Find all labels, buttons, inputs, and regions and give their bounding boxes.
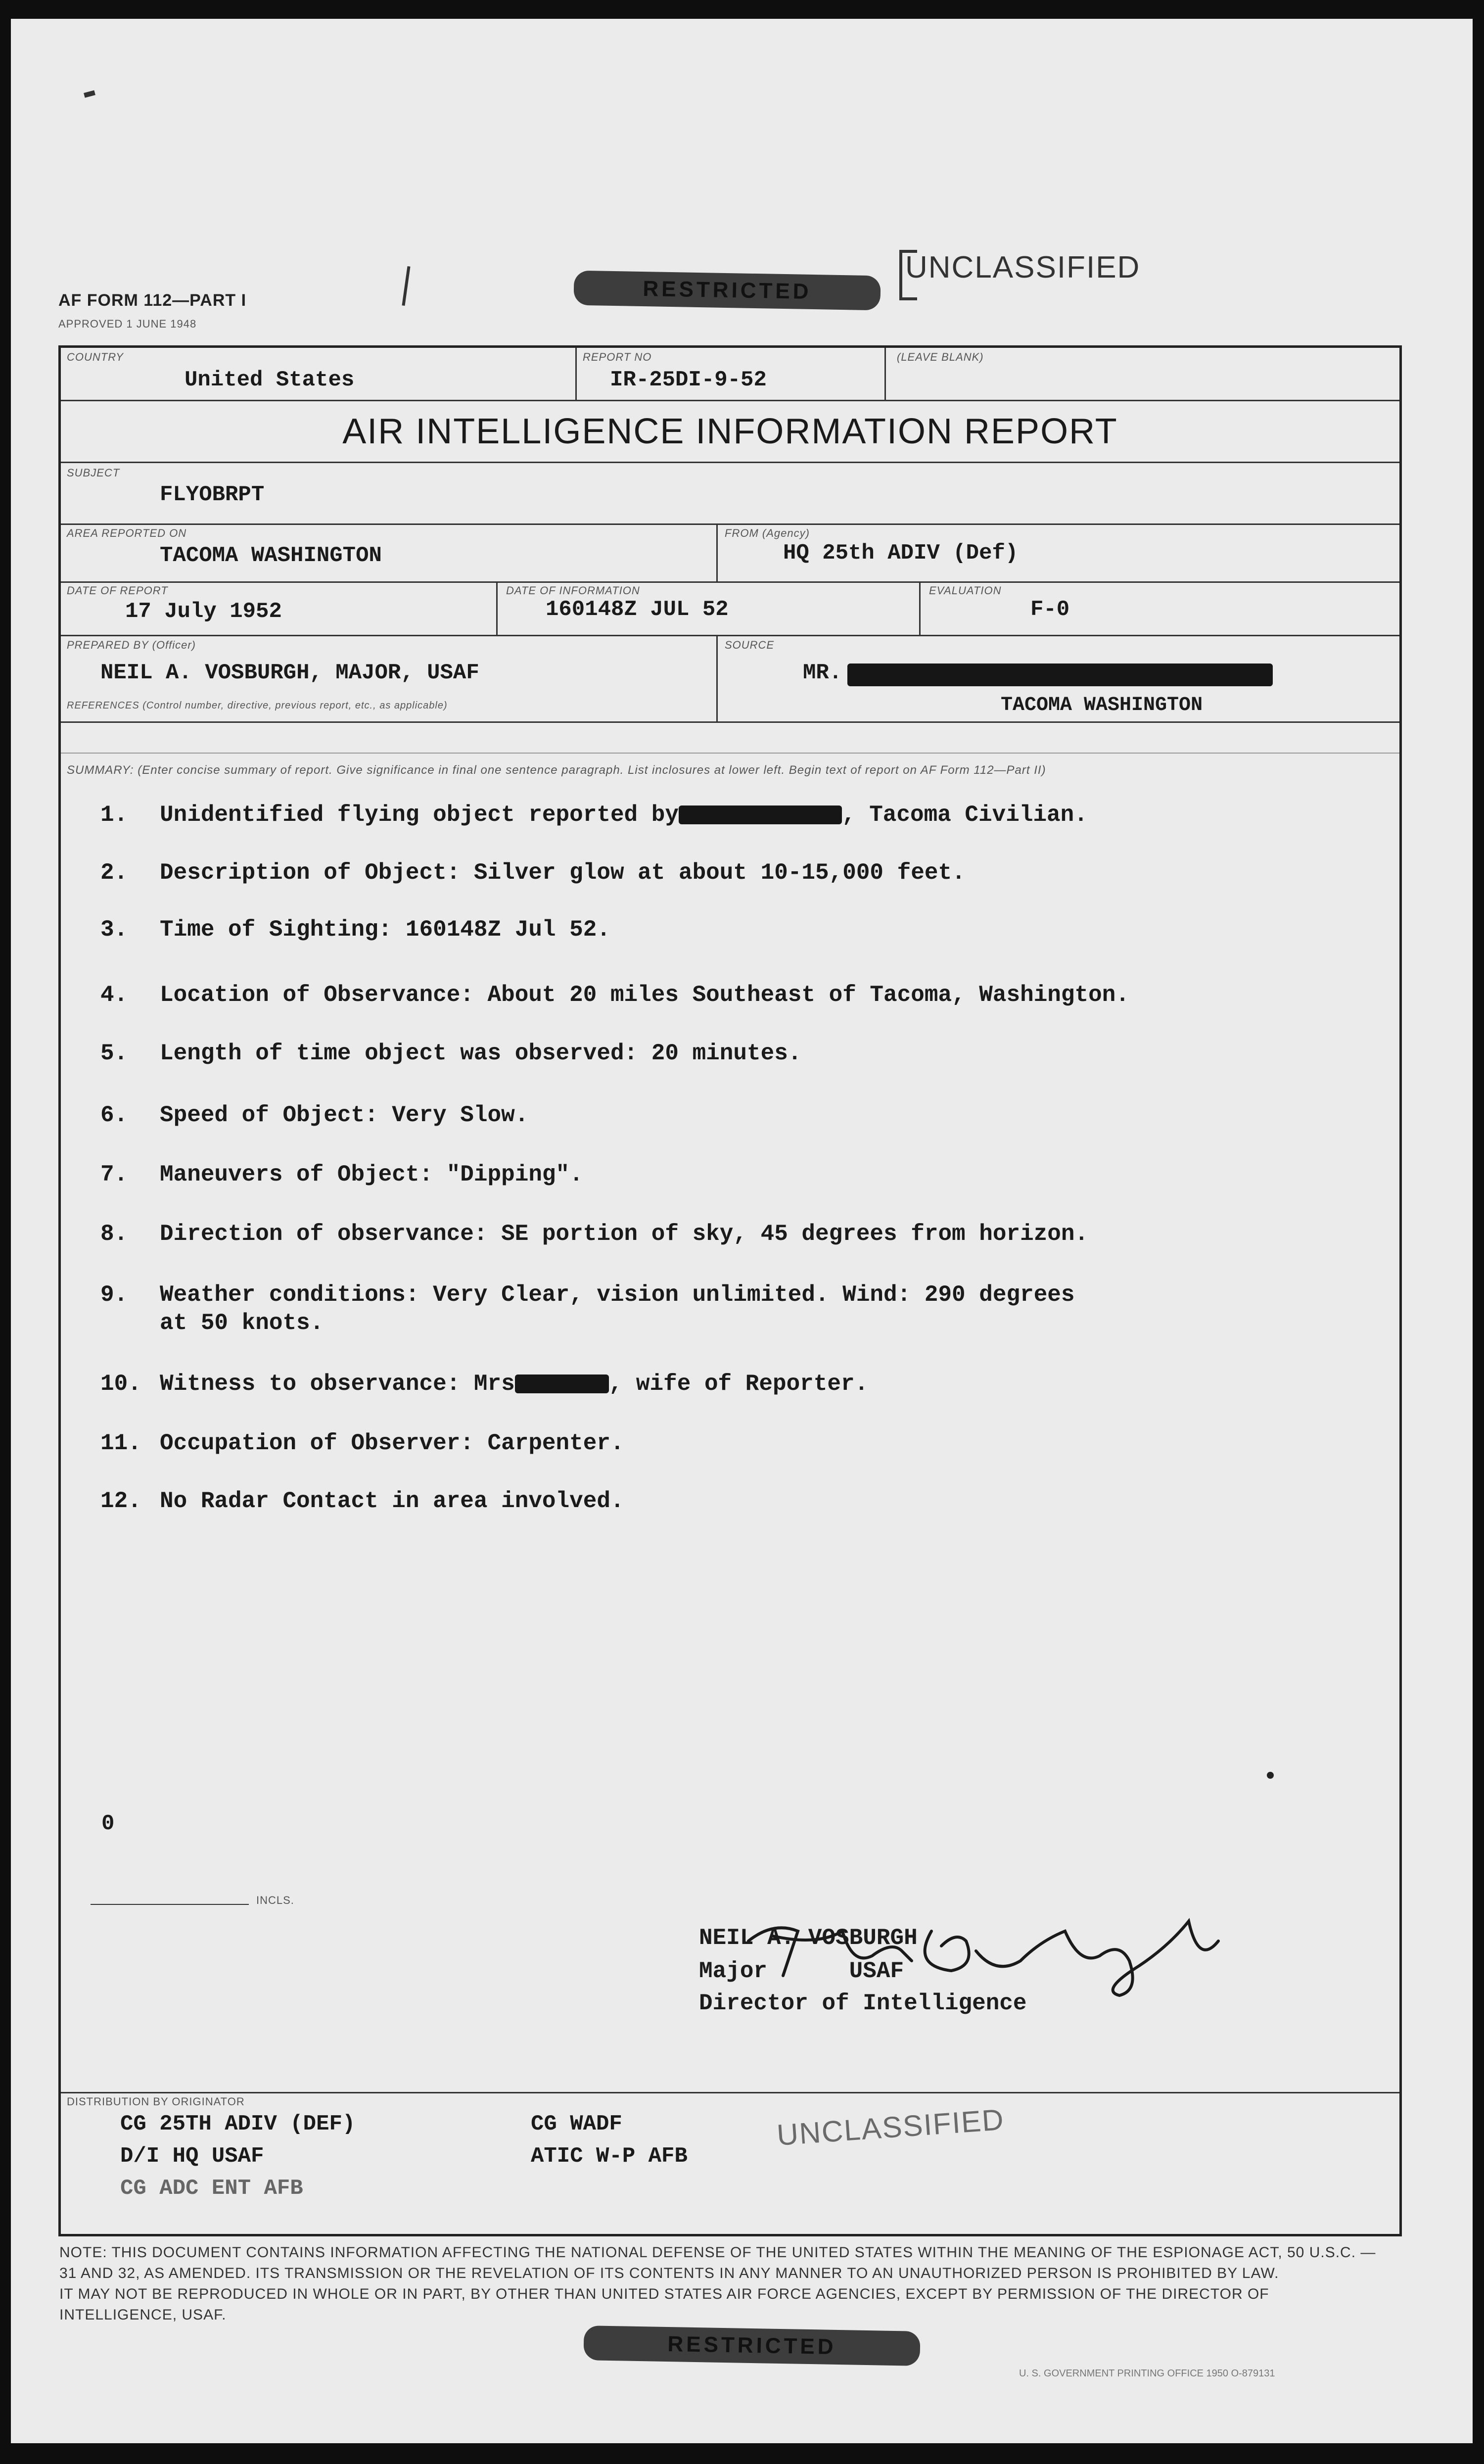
redaction-bar	[515, 1374, 609, 1393]
report-item: 5. Length of time object was observed: 20 minutes.	[100, 1041, 802, 1066]
references-label: REFERENCES (Control number, directive, previous report, etc., as applicable)	[67, 700, 448, 711]
report-no-value: IR-25DI-9-52	[610, 368, 767, 392]
form-id: AF FORM 112—PART I	[58, 291, 247, 310]
distribution-item: CG WADF	[531, 2112, 622, 2136]
area-label: AREA REPORTED ON	[67, 527, 187, 539]
speck	[1267, 1772, 1274, 1779]
divider	[61, 635, 1399, 636]
divider	[716, 523, 718, 582]
divider	[61, 462, 1399, 463]
source-label: SOURCE	[725, 639, 775, 651]
source-location: TACOMA WASHINGTON	[1001, 694, 1203, 716]
summary-label: SUMMARY: (Enter concise summary of report. Give significance in final one sentence paragraph. List inclosures at lower left. Begin text of report on AF Form 112—Part II)	[67, 763, 1046, 777]
distribution-item: ATIC W-P AFB	[531, 2144, 688, 2169]
area-value: TACOMA WASHINGTON	[160, 543, 382, 568]
report-item: 4. Location of Observance: About 20 miles Southeast of Tacoma, Washington.	[100, 982, 1129, 1008]
divider	[496, 581, 498, 636]
signer-title: Director of Intelligence	[699, 1990, 1027, 2016]
leave-blank-label: (LEAVE BLANK)	[897, 351, 984, 363]
report-item: 11. Occupation of Observer: Carpenter.	[100, 1430, 624, 1456]
report-item: 8. Direction of observance: SE portion of sky, 45 degrees from horizon.	[100, 1221, 1089, 1247]
signer-name: NEIL A. VOSBURGH	[699, 1925, 918, 1951]
redaction-bar	[847, 663, 1273, 686]
date-of-info-value: 160148Z JUL 52	[546, 597, 729, 622]
handwritten-signature	[743, 1911, 1228, 2000]
subject-value: FLYOBRPT	[160, 482, 265, 507]
divider	[61, 753, 1399, 754]
report-item-continuation: at 50 knots.	[160, 1310, 324, 1336]
source-prefix: MR.	[803, 661, 842, 685]
report-item: 6. Speed of Object: Very Slow.	[100, 1102, 529, 1128]
report-item: 3. Time of Sighting: 160148Z Jul 52.	[100, 917, 610, 943]
redaction-bar	[679, 806, 842, 824]
subject-label: SUBJECT	[67, 467, 120, 479]
divider	[716, 635, 718, 721]
divider	[61, 523, 1399, 525]
divider	[61, 400, 1399, 401]
divider	[61, 721, 1399, 723]
unclassified-stamp-top: UNCLASSIFIED	[905, 250, 1141, 284]
report-item: 1. Unidentified flying object reported by , Tacoma Civilian.	[100, 802, 1088, 828]
divider	[91, 1904, 249, 1905]
distribution-item: CG 25TH ADIV (DEF)	[120, 2112, 356, 2136]
distribution-label: DISTRIBUTION BY ORIGINATOR	[67, 2095, 245, 2108]
unclassified-stamp-bottom: UNCLASSIFIED	[776, 2103, 1006, 2152]
signer-rank: Major USAF	[699, 1958, 904, 1984]
gpo-imprint: U. S. GOVERNMENT PRINTING OFFICE 1950 O-879131	[1019, 2368, 1275, 2379]
divider	[884, 348, 886, 400]
divider	[575, 348, 577, 400]
distribution-item: CG ADC ENT AFB	[120, 2176, 303, 2201]
from-label: FROM (Agency)	[725, 527, 810, 539]
legal-notice-line: 31 AND 32, AS AMENDED. ITS TRANSMISSION OR THE REVELATION OF ITS CONTENTS IN ANY MANNER TO AN UNAUTHORIZED PERSON IS PROHIBITED BY LAW.	[59, 2265, 1279, 2281]
divider	[919, 581, 921, 636]
evaluation-value: F-0	[1030, 597, 1070, 622]
restricted-stamp-top: RESTRICTED	[573, 271, 881, 311]
report-form	[58, 345, 1402, 2236]
date-of-report-label: DATE OF REPORT	[67, 584, 168, 597]
form-approved-date: APPROVED 1 JUNE 1948	[58, 318, 197, 330]
report-item: 9. Weather conditions: Very Clear, vision unlimited. Wind: 290 degrees	[100, 1282, 1075, 1308]
legal-notice-line: NOTE: THIS DOCUMENT CONTAINS INFORMATION AFFECTING THE NATIONAL DEFENSE OF THE UNITED STATES WITHIN THE MEANING OF THE ESPIONAGE ACT, 50 U.S.C. —	[59, 2244, 1376, 2261]
report-title: AIR INTELLIGENCE INFORMATION REPORT	[342, 412, 1118, 451]
evaluation-label: EVALUATION	[929, 584, 1002, 597]
legal-notice-line: IT MAY NOT BE REPRODUCED IN WHOLE OR IN PART, BY OTHER THAN UNITED STATES AIR FORCE AGENCIES, EXCEPT BY PERMISSION OF THE DIRECTOR OF	[59, 2286, 1269, 2302]
report-item: 12. No Radar Contact in area involved.	[100, 1488, 624, 1514]
date-of-report-value: 17 July 1952	[125, 599, 282, 624]
divider	[61, 581, 1399, 583]
report-no-label: REPORT NO	[583, 351, 652, 363]
distribution-item: D/I HQ USAF	[120, 2144, 264, 2169]
from-value: HQ 25th ADIV (Def)	[783, 541, 1019, 566]
legal-notice-line: INTELLIGENCE, USAF.	[59, 2307, 227, 2323]
divider	[61, 2092, 1399, 2093]
prepared-by-value: NEIL A. VOSBURGH, MAJOR, USAF	[100, 661, 479, 685]
date-of-info-label: DATE OF INFORMATION	[506, 584, 640, 597]
inclosure-count: 0	[101, 1811, 115, 1836]
inclosure-label: INCLS.	[256, 1894, 294, 1906]
restricted-stamp-bottom: RESTRICTED	[583, 2325, 920, 2366]
country-value: United States	[185, 368, 355, 392]
country-label: COUNTRY	[67, 351, 124, 363]
report-item: 2. Description of Object: Silver glow at about 10-15,000 feet.	[100, 860, 966, 886]
prepared-by-label: PREPARED BY (Officer)	[67, 639, 196, 651]
report-item: 7. Maneuvers of Object: "Dipping".	[100, 1162, 583, 1187]
scan-edge	[0, 0, 11, 2464]
report-item: 10. Witness to observance: Mrs , wife of Reporter.	[100, 1371, 869, 1397]
